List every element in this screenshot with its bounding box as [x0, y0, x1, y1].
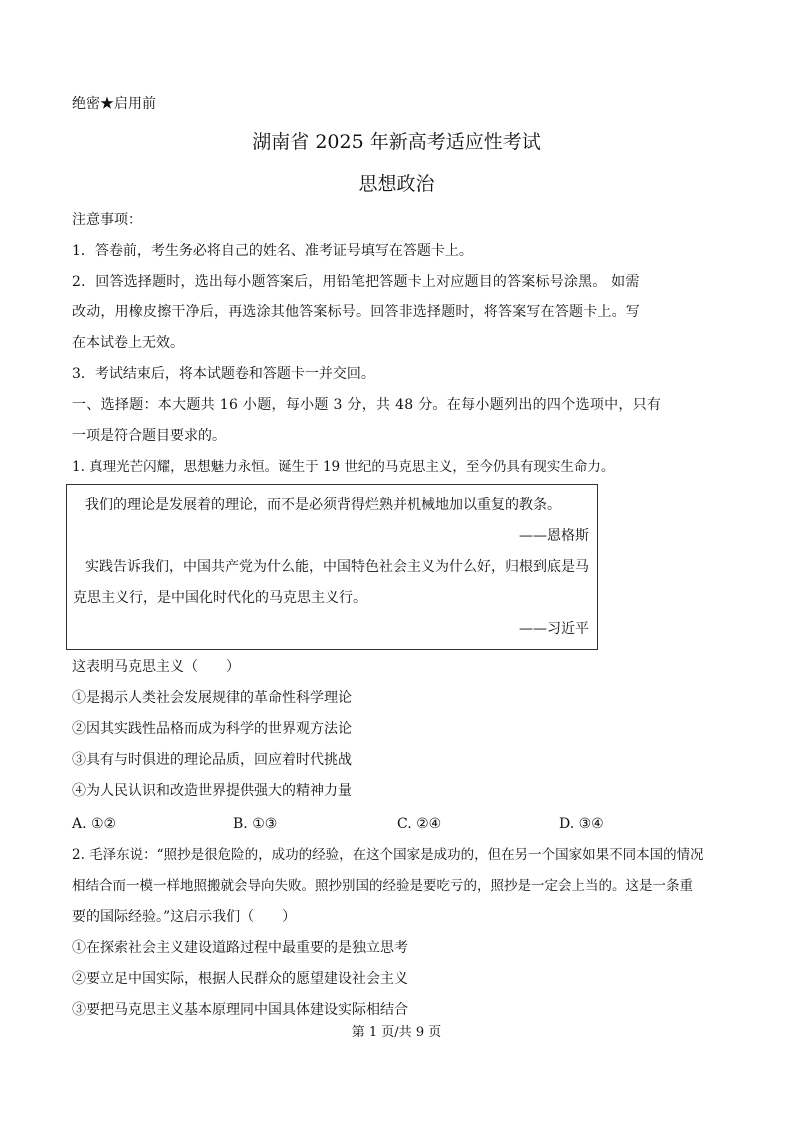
q1-option-c: C. ②④ — [397, 816, 442, 832]
quote-xi-line2: 克思主义行，是中国化时代化的马克思主义行。 — [73, 590, 367, 606]
q1-statement: ①是揭示人类社会发展规律的革命性科学理论 — [72, 690, 352, 706]
q1-option-a: A. ①② — [72, 816, 117, 832]
notes-heading: 注意事项： — [72, 212, 142, 228]
q1-statement: ③具有与时俱进的理论品质，回应着时代挑战 — [72, 752, 352, 768]
note-line: 1．答卷前，考生务必将自己的姓名、准考证号填写在答题卡上。 — [72, 243, 473, 259]
q2-stem-line: 相结合而一模一样地照搬就会导向失败。照抄别国的经验是要吃亏的，照抄是一定会上当的。这是一条重 — [72, 878, 693, 894]
q2-stem-line: 要的国际经验。”这启示我们（ ） — [72, 909, 297, 925]
quote-box — [66, 484, 598, 650]
section-heading-cont: 一项是符合题目要求的。 — [72, 428, 226, 444]
note-line: 在本试卷上无效。 — [72, 335, 184, 351]
quote-engels-author: ——恩格斯 — [519, 528, 589, 544]
section-heading: 一、选择题：本大题共 16 小题，每小题 3 分，共 48 分。在每小题列出的四个选项中，只有 — [72, 397, 662, 413]
q1-statement: ②因其实践性品格而成为科学的世界观方法论 — [72, 721, 352, 737]
q2-statement: ②要立足中国实际，根据人民群众的愿望建设社会主义 — [72, 971, 408, 987]
subject-title: 思想政治 — [358, 173, 435, 195]
q2-statement: ③要把马克思主义基本原理同中国具体建设实际相结合 — [72, 1002, 408, 1018]
secret-mark: 绝密★启用前 — [72, 96, 156, 112]
quote-engels: 我们的理论是发展着的理论，而不是必须背得烂熟并机械地加以重复的教条。 — [85, 497, 561, 513]
page-number: 第 1 页/共 9 页 — [351, 1025, 442, 1040]
quote-xi-line1: 实践告诉我们，中国共产党为什么能，中国特色社会主义为什么好，归根到底是马 — [85, 559, 589, 575]
q2-stem-line: 2. 毛泽东说：“照抄是很危险的，成功的经验，在这个国家是成功的，但在另一个国家如果不同本国的情况 — [72, 847, 704, 863]
q1-stem: 1. 真理光芒闪耀，思想魅力永恒。诞生于 19 世纪的马克思主义，至今仍具有现实生命力。 — [72, 459, 615, 475]
note-line: 改动，用橡皮擦干净后，再选涂其他答案标号。回答非选择题时，将答案写在答题卡上。写 — [72, 304, 640, 320]
q1-question: 这表明马克思主义（ ） — [72, 659, 240, 675]
note-line: 3．考试结束后，将本试题卷和答题卡一并交回。 — [72, 366, 375, 382]
q1-statement: ④为人民认识和改造世界提供强大的精神力量 — [72, 783, 352, 799]
note-line: 2．回答选择题时，选出每小题答案后，用铅笔把答题卡上对应题目的答案标号涂黑。 如需 — [72, 274, 640, 290]
q1-option-d: D. ③④ — [559, 816, 604, 832]
quote-xi-author: ——习近平 — [519, 621, 589, 637]
exam-title: 湖南省 2025 年新高考适应性考试 — [252, 131, 541, 153]
q2-statement: ①在探索社会主义建设道路过程中最重要的是独立思考 — [72, 940, 408, 956]
q1-option-b: B. ①③ — [233, 816, 278, 832]
